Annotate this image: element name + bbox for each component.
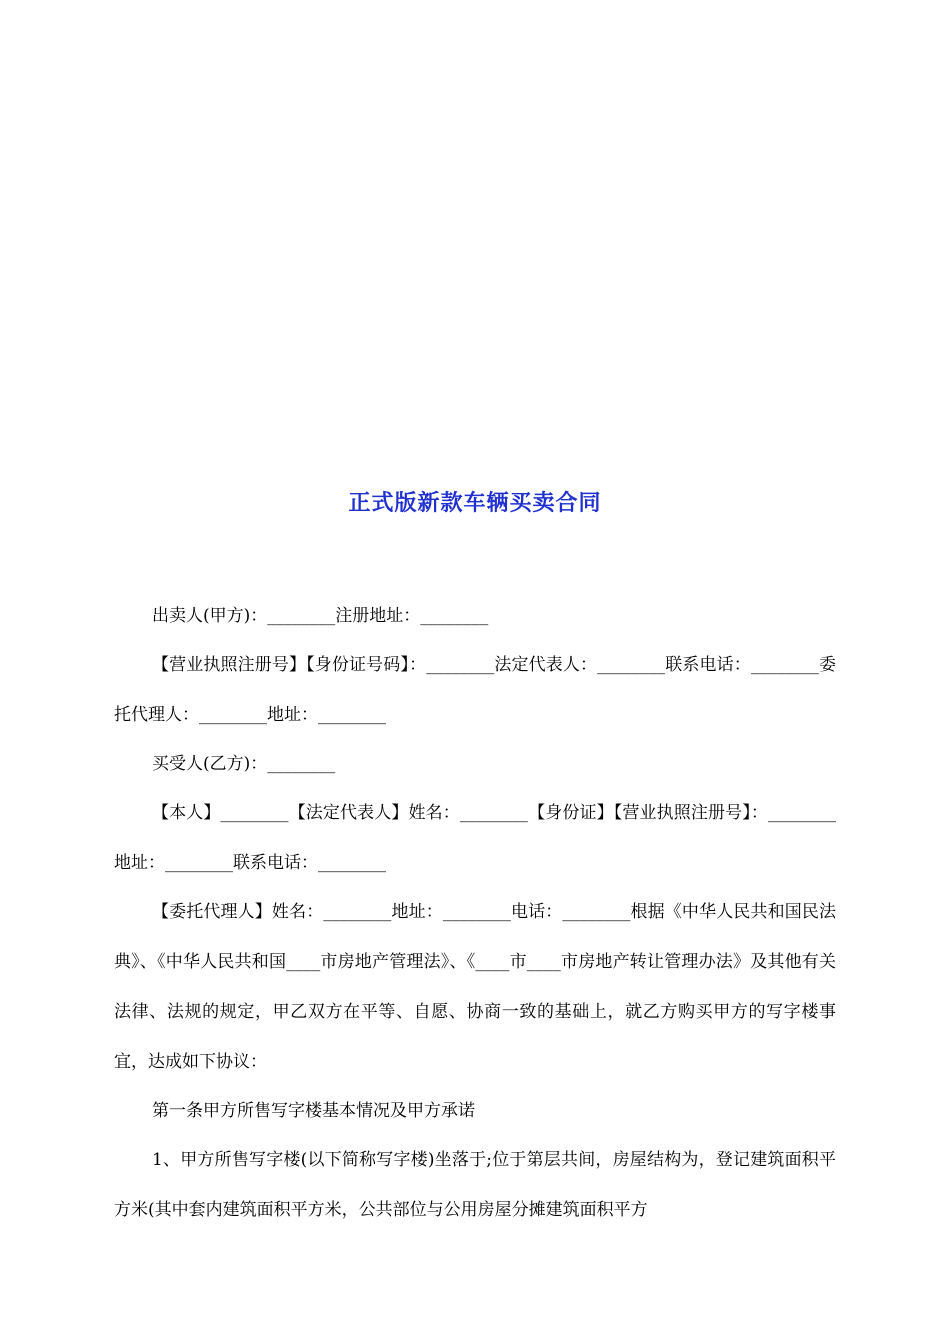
buyer-line: 买受人(乙方)：________ (152, 754, 336, 774)
agent-and-preamble-paragraph: 【委托代理人】姓名：________地址：________电话：________根据《中华人民共和国民法典》、《中华人民共和国____市房地产管理法》、《____市____市房地产转让管理办法》及其他有关法律、法规的规定，甲乙双方在平等、自愿、协商一致的基础上，就乙方购买甲方的写字楼事宜，达成如下协议： (114, 902, 836, 1072)
article-one-clause-1: 1、甲方所售写字楼(以下简称写字楼)坐落于;位于第层共间，房屋结构为，登记建筑面积平方米(其中套内建筑面积平方米，公共部位与公用房屋分摊建筑面积平方 (114, 1150, 836, 1220)
seller-license-line: 【营业执照注册号】【身份证号码】：________法定代表人：________联系电话：________委托代理人：________地址：________ (114, 655, 836, 725)
document-title: 正式版新款车辆买卖合同 (348, 490, 602, 516)
buyer-identity-line: 【本人】________【法定代表人】姓名：________【身份证】【营业执照注册号】：________地址：________联系电话：________ (114, 803, 836, 873)
article-one-heading: 第一条甲方所售写字楼基本情况及甲方承诺 (152, 1101, 475, 1121)
seller-line: 出卖人(甲方)：________注册地址：________ (152, 606, 489, 626)
document-body (114, 604, 836, 1247)
